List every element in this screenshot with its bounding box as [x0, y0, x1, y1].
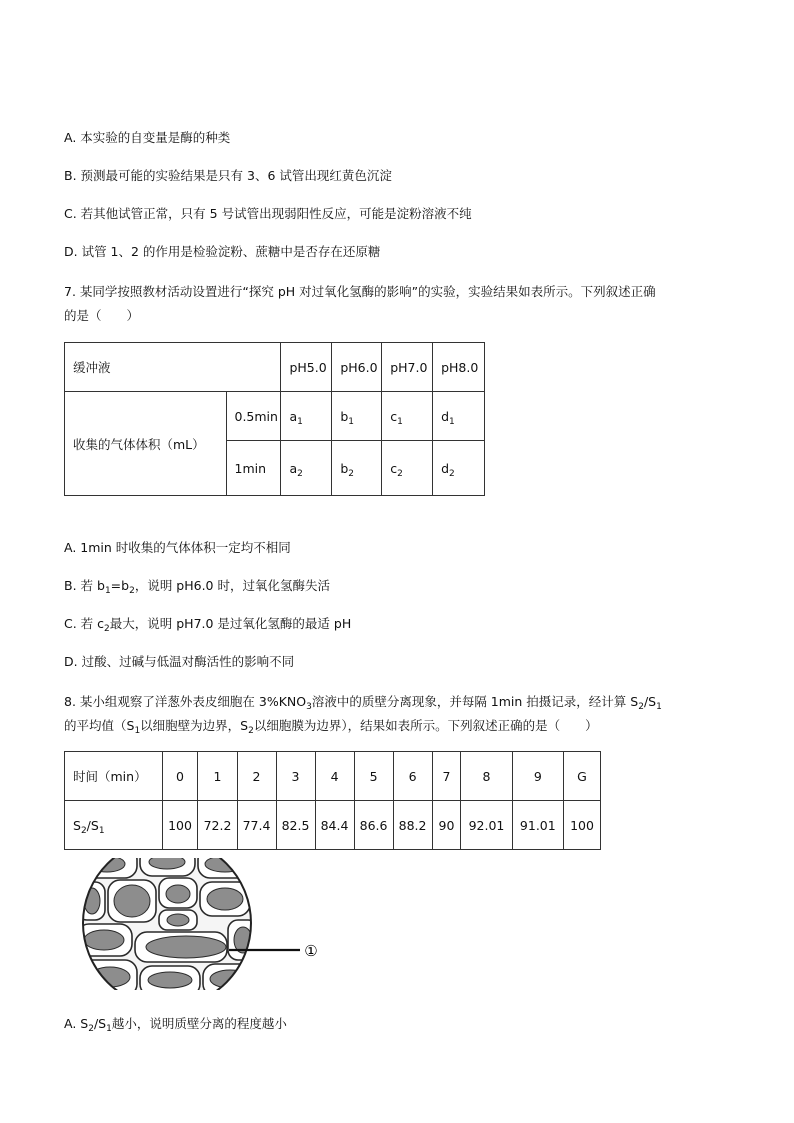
q8-time-cell: G: [563, 752, 600, 801]
q7-header-label: 缓冲液: [65, 343, 281, 392]
q8-value-cell: 77.4: [237, 801, 276, 850]
q8-ratio-label: $S_2/S_1$: [65, 801, 163, 850]
q8-time-cell: 6: [393, 752, 432, 801]
q7-cell-sub: 2: [348, 468, 354, 479]
q7-ph-col: pH8.0: [433, 343, 485, 392]
q7-cell-letter: b: [340, 408, 349, 424]
q8-value-cell: 92.01: [461, 801, 512, 850]
q6-option-c: C. 若其他试管正常，只有 5 号试管出现弱阳性反应，可能是淀粉溶液不纯: [64, 206, 472, 221]
q8-time-cell: 3: [276, 752, 315, 801]
q6-option-d: D. 试管 1、2 的作用是检验淀粉、蔗糖中是否存在还原糖: [64, 244, 381, 259]
q7-cell: [332, 441, 382, 496]
q8-time-cell: 9: [512, 752, 563, 801]
q6-option-b: B. 预测最可能的实验结果是只有 3、6 试管出现红黄色沉淀: [64, 168, 392, 183]
q7-cell-letter: d: [441, 460, 450, 476]
q8-time-cell: 2: [237, 752, 276, 801]
q7-ph-col: pH5.0: [281, 343, 332, 392]
q7-time: 0.5min: [226, 392, 281, 441]
q7-cell: [433, 392, 485, 441]
q7-stem-line1: 7. 某同学按照教材活动设置进行“探究 pH 对过氧化氢酶的影响”的实验，实验结果如表所示。下列叙述正确: [64, 284, 656, 299]
q8-time-cell: 8: [461, 752, 512, 801]
q7-option-c: C. 若 $c_2$最大，说明 pH7.0 是过氧化氢酶的最适 pH: [64, 616, 352, 634]
q8-value-cell: 88.2: [393, 801, 432, 850]
q8-value-cell: 90: [432, 801, 461, 850]
q7-option-b: B. 若 $b_1=b_2$，说明 pH6.0 时，过氧化氢酶失活: [64, 578, 330, 596]
q7-cell-sub: 1: [348, 416, 354, 427]
q7-cell-letter: d: [441, 408, 450, 424]
q7-cell-letter: c: [390, 460, 398, 476]
q7-ph-col: pH6.0: [332, 343, 382, 392]
q7-cell-sub: 2: [449, 468, 455, 479]
q7-cell-sub: 1: [397, 416, 403, 427]
onion-cell-micrograph: [82, 858, 332, 990]
q8-value-cell: 100: [563, 801, 600, 850]
q8-time-cell: 7: [432, 752, 461, 801]
q7-cell-sub: 1: [449, 416, 455, 427]
q7-time: 1min: [226, 441, 281, 496]
q8-time-cell: 1: [198, 752, 237, 801]
q7-row-label: 收集的气体体积（mL）: [65, 392, 227, 496]
q7-cell-sub: 2: [397, 468, 403, 479]
q8-time-cell: 5: [354, 752, 393, 801]
q7-cell: [281, 392, 332, 441]
q8-table: [64, 751, 601, 850]
q8-value-cell: 100: [162, 801, 198, 850]
q7-ph-col: pH7.0: [382, 343, 433, 392]
q7-cell-letter: a: [289, 460, 298, 476]
q6-option-a: A. 本实验的自变量是酶的种类: [64, 130, 231, 145]
q7-cell-letter: c: [390, 408, 398, 424]
q7-cell: [382, 441, 433, 496]
q8-value-cell: 86.6: [354, 801, 393, 850]
cell-field: [82, 858, 258, 990]
q8-time-label: 时间（min）: [65, 752, 163, 801]
q7-table: [64, 342, 485, 496]
q8-value-cell: 72.2: [198, 801, 237, 850]
q7-cell-letter: b: [340, 460, 349, 476]
q7-option-d: D. 过酸、过碱与低温对酶活性的影响不同: [64, 654, 295, 669]
q8-time-cell: 0: [162, 752, 198, 801]
q7-stem-line2: 的是（ ）: [64, 308, 140, 323]
q7-cell-sub: 1: [297, 416, 303, 427]
q7-cell: [332, 392, 382, 441]
q8-stem-line2: 的平均值（$S_1$以细胞壁为边界，$S_2$以细胞膜为边界），结果如表所示。下列叙述正确的是（ ）: [64, 718, 598, 736]
q7-cell-sub: 2: [297, 468, 303, 479]
q8-value-cell: 91.01: [512, 801, 563, 850]
q7-option-a: A. 1min 时收集的气体体积一定均不相同: [64, 540, 291, 555]
q8-time-cell: 4: [315, 752, 354, 801]
q7-cell: [382, 392, 433, 441]
q8-value-cell: 84.4: [315, 801, 354, 850]
q7-cell-letter: a: [289, 408, 298, 424]
figure-marker: ①: [304, 942, 318, 960]
q7-cell: [281, 441, 332, 496]
q8-stem-line1: 8. 某小组观察了洋葱外表皮细胞在 $3\%KNO_3$溶液中的质壁分离现象，并每隔 1min 拍摄记录，经计算 $S_2/S_1$: [64, 694, 662, 712]
q8-option-a: A. $S_2/S_1$越小，说明质壁分离的程度越小: [64, 1016, 287, 1034]
q8-value-cell: 82.5: [276, 801, 315, 850]
q7-cell: [433, 441, 485, 496]
